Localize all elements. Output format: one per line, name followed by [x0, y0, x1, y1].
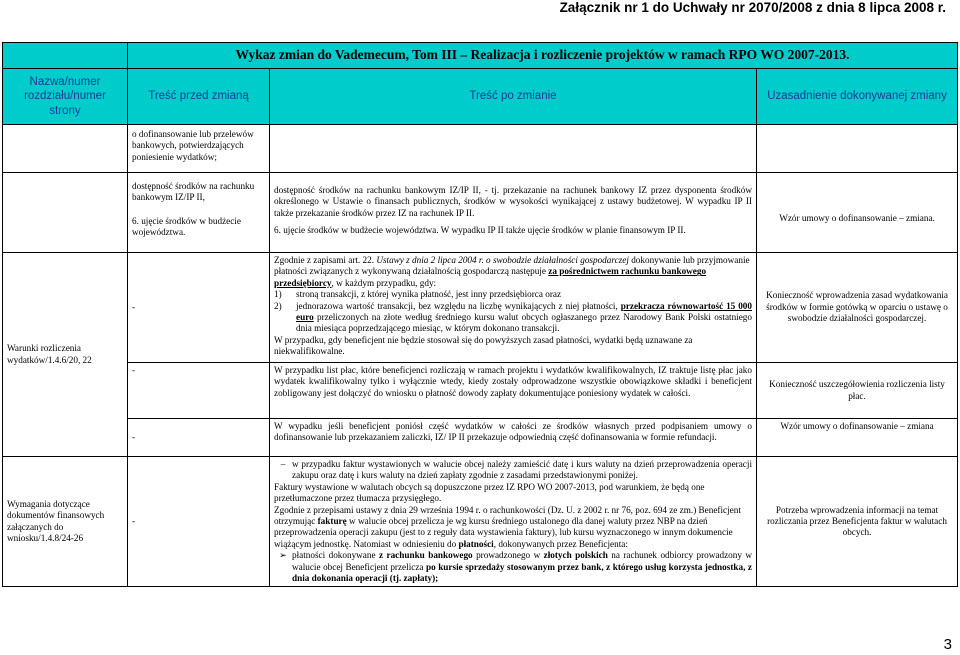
header-section: Nazwa/numer rozdziału/numer strony: [3, 69, 128, 125]
row2-before: [128, 173, 270, 253]
row3-para: W przypadku, gdy beneficjent nie będzie stosował się do powyższych zasad płatności, wydatki będą uznawane za niekwalifikowalne.: [274, 334, 693, 357]
row1-after: [270, 125, 757, 173]
row4-after: W przypadku list płac, które beneficjenci rozliczają w ramach projektu i wydatków kwalifikowalnych, IZ traktuje listę płac jako wydatek kwalifikowalny tylko i wyłącznie wtedy, kiedy zostały odprowadzone wszystkie obowiązkowe składki i beneficjent zobligowany jest dołączyć do wniosku o płatność dowody zapłaty dokumentujące poniesiony wydatek w całości.: [270, 363, 757, 419]
row5-reason: Wzór umowy o dofinansowanie – zmiana: [757, 419, 958, 457]
row2-before-b: 6. ujęcie środków w budżecie województwa.: [132, 215, 241, 238]
header-before: Treść przed zmianą: [128, 69, 270, 125]
row6-para-1: Faktury wystawione w walutach obcych są dopuszczone przez IZ RPO WO 2007-2013, pod warunkiem, że będą one przetłumaczone przez tłumacza przysięgłego.: [274, 481, 705, 504]
row6-para-2: Zgodnie z przepisami ustawy z dnia 29 września 1994 r. o rachunkowości (Dz. U. z 2002 r. nr 76, poz. 694 ze zm.) Beneficjent otrzymując fakturę w walucie obcej przelicza je wg kursu średniego ustalonego dla danej waluty przez NBP na dzień przeprowadzenia operacji zakupu (jest to z reguły data wystawienia faktury), lub kursu wyznaczonego w innym dokumencie wiążącym jednostkę. Natomiast w odniesieniu do płatności, dokonywanych przez Beneficjenta:: [274, 504, 741, 549]
row3-item-1: 1) stroną transakcji, z której wynika płatność, jest inny przedsiębiorca oraz: [274, 289, 562, 300]
header-after: Treść po zmianie: [270, 69, 757, 125]
row5-before: -: [128, 419, 270, 457]
row1-before: o dofinansowanie lub przelewów bankowych, potwierdzających poniesienie wydatków;: [128, 125, 270, 173]
row4-reason: Konieczność uszczegółowienia rozliczenia listy płac.: [757, 363, 958, 419]
row5-after: W wypadku jeśli beneficjent poniósł część wydatków w całości ze środków własnych przed podpisaniem umowy o dofinansowanie lub przekazaniem zaliczki, IZ/ IP II przekazuje odpowiednią część dofinansowania w formie refundacji.: [270, 419, 757, 457]
row3-reason: Konieczność wprowadzenia zasad wydatkowania środków w formie gotówką w oparciu o ustawę o swobodzie działalności gospodarczej.: [757, 253, 958, 363]
row6-before: -: [128, 457, 270, 587]
attachment-note: Załącznik nr 1 do Uchwały nr 2070/2008 z dnia 8 lipca 2008 r.: [559, 0, 946, 15]
row2-before-a: dostępność środków na rachunku bankowym IZ/IP II,: [132, 181, 255, 203]
table-title: Wykaz zmian do Vademecum, Tom III – Realizacja i rozliczenie projektów w ramach RPO WO 2007-2013.: [128, 43, 958, 69]
row2-after-a: dostępność środków na rachunku bankowym IZ/IP II, - tj. przekazanie na rachunek bankowy IZ przez dysponenta środków określonego w Ustawie o finansach publicznych, środków w wysokości wynikającej z ustawy budżetowej. W wypadku IP II także przekazanie środków przez IZ na rachunek IP II.: [274, 185, 752, 218]
row3-item-2: 2) jednorazowa wartość transakcji, bez względu na liczbę wynikających z niej płatności, przekracza równowartość 15 000 euro przeliczonych na złote według średniego kursu walut obcych ogłaszanego przez Narodowy Bank Polski ostatniego dnia miesiąca poprzedzającego miesiąc, w którym dokonano transakcji.: [274, 300, 752, 334]
row2-after-b: 6. ujęcie środków w budżecie województwa. W wypadku IP II także ujęcie środków w planie finansowym IP II.: [274, 225, 686, 236]
row2-reason: Wzór umowy o dofinansowanie – zmiana.: [757, 173, 958, 253]
row1-section: [3, 125, 128, 173]
header-reason: Uzasadnienie dokonywanej zmiany: [757, 69, 958, 125]
row4-before: -: [128, 363, 270, 419]
changes-table: [2, 42, 958, 587]
title-spacer: [3, 43, 128, 69]
row6-reason: Potrzeba wprowadzenia informacji na temat rozliczania przez Beneficjenta faktur w walutach obcych.: [757, 457, 958, 587]
row6-after: [270, 457, 757, 587]
row1-reason: [757, 125, 958, 173]
row2-after: [270, 173, 757, 253]
row3-intro: Zgodnie z zapisami art. 22. Ustawy z dnia 2 lipca 2004 r. o swobodzie działalności gospodarczej dokonywanie lub przyjmowanie płatności związanych z wykonywaną działalnością gospodarczą następuje za pośrednictwem rachunku bankowego przedsiębiorcy, w każdym przypadku, gdy:: [274, 255, 750, 288]
page-number: 3: [943, 636, 952, 653]
row6-section: Wymagania dotyczące dokumentów finansowych załączanych do wniosku/1.4.8/24-26: [3, 457, 128, 587]
row3-section: Warunki rozliczenia wydatków/1.4.6/20, 22: [3, 253, 128, 457]
row6-bullet-2: ➢ płatności dokonywane z rachunku bankowego prowadzonego w złotych polskich na rachunek odbiorcy prowadzony w walucie obcej Beneficjent przelicza po kursie sprzedaży stosowanym przez bank, z którego usług korzysta jednostka, z dnia dokonania operacji (tj. zapłaty);: [279, 550, 753, 584]
row6-bullet-1: – w przypadku faktur wystawionych w walucie obcej należy zamieścić datę i kurs waluty na dzień przeprowadzenia operacji zakupu oraz datę i kurs waluty na dzień zapłaty zgodnie z zasadami przedstawionymi poniżej.: [280, 459, 752, 481]
row2-section: [3, 173, 128, 253]
row3-after: [270, 253, 757, 363]
row3-before: -: [128, 253, 270, 363]
